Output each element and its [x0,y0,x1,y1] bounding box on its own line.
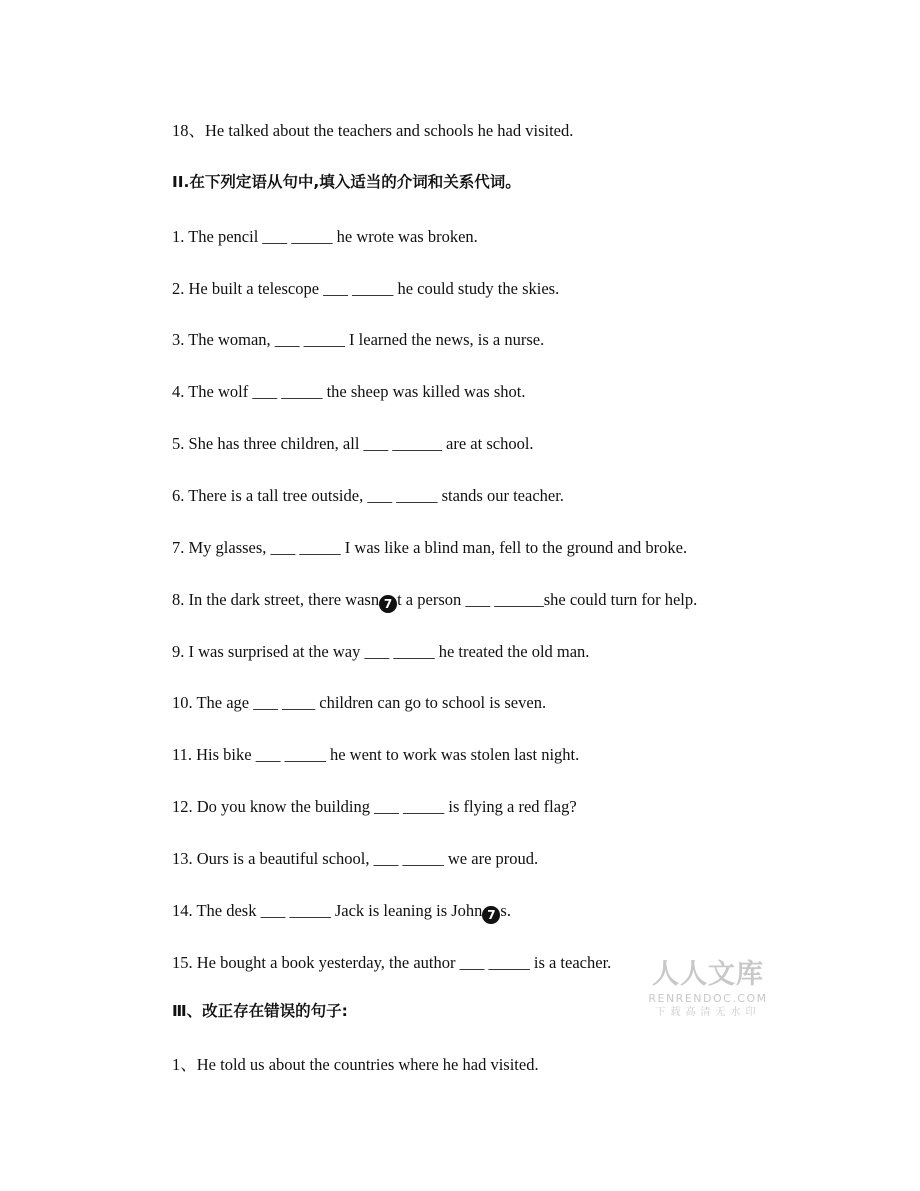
watermark-site: RENRENDOC.COM [648,992,768,1005]
watermark [644,958,772,1020]
item-14-text-start: 14. The desk ___ _____ Jack is leaning is John [172,901,483,920]
section-2-heading: II.在下列定语从句中,填入适当的介词和关系代词。 [172,173,521,191]
exercise-item-15: 15. He bought a book yesterday, the author ___ _____ is a teacher. [172,953,612,972]
correction-item-1: 1、He told us about the countries where he had visited. [172,1055,539,1074]
exercise-item-12: 12. Do you know the building ___ _____ is flying a red flag? [172,797,577,816]
item-8-text-end: t a person ___ ______she could turn for help. [397,590,698,609]
section-3-heading: Ⅲ、改正存在错误的句子: [172,1002,348,1020]
item-14-text-end: s. [500,901,511,920]
exercise-item-11: 11. His bike ___ _____ he went to work was stolen last night. [172,745,580,764]
exercise-item-5: 5. She has three children, all ___ ______ are at school. [172,434,534,453]
watermark-tagline: 下载高清无水印 [655,1007,761,1018]
exercise-18: 18、He talked about the teachers and schools he had visited. [172,121,574,140]
exercise-item-8 [172,590,697,613]
exercise-item-1: 1. The pencil ___ _____ he wrote was broken. [172,227,478,246]
apostrophe-glyph-icon: 7 [379,595,397,613]
exercise-item-6: 6. There is a tall tree outside, ___ _____ stands our teacher. [172,486,564,505]
exercise-item-10: 10. The age ___ ____ children can go to school is seven. [172,693,547,712]
exercise-item-7: 7. My glasses, ___ _____ I was like a blind man, fell to the ground and broke. [172,538,688,557]
watermark-logo-text: 人人文库 [652,959,764,990]
exercise-item-3: 3. The woman, ___ _____ I learned the news, is a nurse. [172,330,545,349]
exercise-item-14 [172,901,511,924]
exercise-item-9: 9. I was surprised at the way ___ _____ he treated the old man. [172,642,590,661]
item-8-text-start: 8. In the dark street, there wasn [172,590,380,609]
exercise-item-4: 4. The wolf ___ _____ the sheep was killed was shot. [172,382,526,401]
exercise-item-13: 13. Ours is a beautiful school, ___ _____ we are proud. [172,849,539,868]
exercise-item-2: 2. He built a telescope ___ _____ he could study the skies. [172,279,560,298]
apostrophe-glyph-icon: 7 [482,906,500,924]
